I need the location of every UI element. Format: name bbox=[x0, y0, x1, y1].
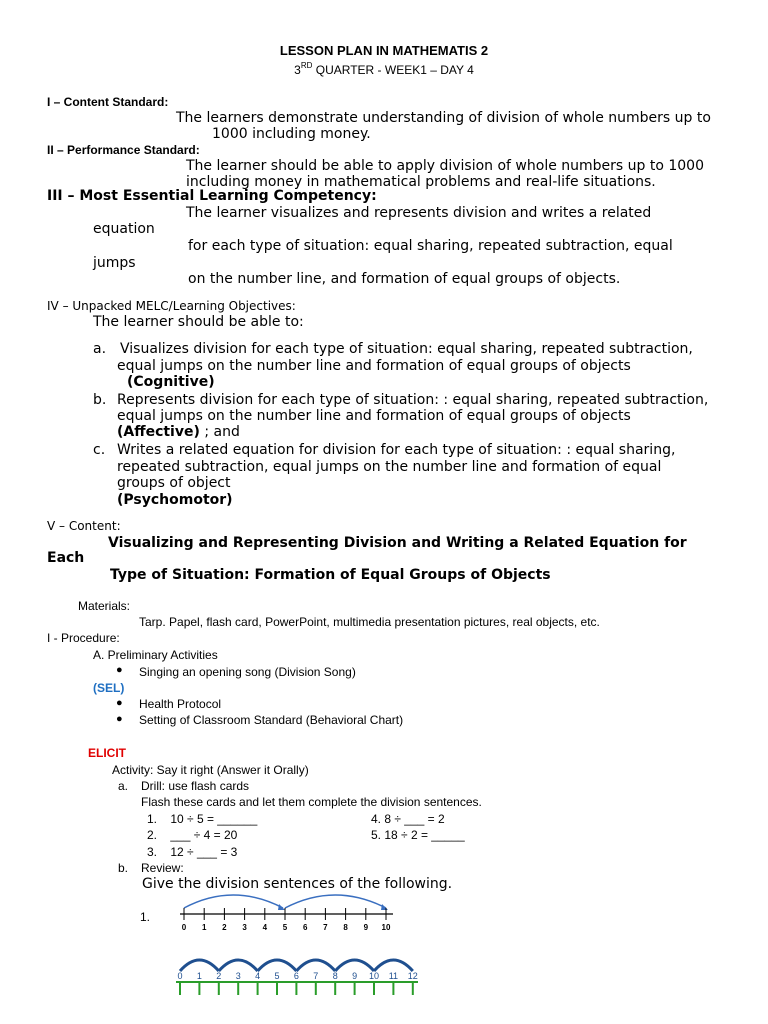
objective-c-line3: groups of object bbox=[117, 475, 231, 491]
materials-label: Materials: bbox=[78, 599, 131, 613]
performance-standard-label: II – Performance Standard: bbox=[47, 143, 200, 157]
elicit-activity: Activity: Say it right (Answer it Orally) bbox=[112, 763, 309, 777]
flash-item-2 bbox=[147, 828, 237, 842]
flash-item-5 bbox=[371, 828, 465, 842]
materials-text: Tarp. Papel, flash card, PowerPoint, multimedia presentation pictures, real objects, etc. bbox=[139, 615, 600, 629]
drill-marker: a. bbox=[118, 779, 129, 793]
number-line-figure-2 bbox=[170, 955, 425, 1000]
content-standard-line1: The learners demonstrate understanding of division of whole numbers up to bbox=[176, 110, 711, 126]
content-label: V – Content: bbox=[47, 519, 121, 533]
performance-standard-line1: The learner should be able to apply division of whole numbers up to 1000 bbox=[186, 158, 704, 174]
arrowhead-icon bbox=[278, 904, 285, 910]
sel-tag: (SEL) bbox=[93, 681, 125, 695]
tick-label: 8 bbox=[332, 971, 338, 981]
drill-instruction: Flash these cards and let them complete the division sentences. bbox=[141, 795, 482, 809]
competency-line1: The learner visualizes and represents division and writes a related bbox=[186, 205, 652, 221]
preliminary-activities: A. Preliminary Activities bbox=[93, 648, 218, 662]
objective-b-domain: (Affective) bbox=[117, 424, 200, 440]
tick-label: 0 bbox=[177, 971, 183, 981]
tick-label: 9 bbox=[352, 971, 358, 981]
jump-arc bbox=[180, 960, 219, 971]
jump-arc bbox=[296, 960, 335, 971]
objective-b-line2: equal jumps on the number line and formation of equal groups of objects bbox=[117, 408, 631, 424]
content-standard-line2: 1000 including money. bbox=[212, 126, 371, 142]
procedure-label: I - Procedure: bbox=[47, 631, 120, 645]
review-instruction: Give the division sentences of the following. bbox=[142, 876, 453, 892]
tick-label: 12 bbox=[407, 971, 418, 981]
tick-label: 3 bbox=[242, 923, 247, 932]
competency-line5: on the number line, and formation of equal groups of objects. bbox=[188, 271, 621, 287]
arrowhead-icon bbox=[381, 904, 388, 910]
jump-arc bbox=[184, 895, 283, 908]
item-number: 4. bbox=[371, 812, 382, 826]
jump-arc bbox=[285, 895, 386, 908]
elicit-tag: ELICIT bbox=[88, 746, 126, 760]
jump-arc bbox=[374, 960, 413, 971]
jump-arc bbox=[258, 960, 297, 971]
bullet-icon: ● bbox=[116, 713, 123, 725]
item-text: 8 ÷ ___ = 2 bbox=[384, 812, 445, 826]
tick-label: 5 bbox=[282, 923, 288, 932]
item-text: ___ ÷ 4 = 20 bbox=[170, 828, 238, 842]
competency-line3: for each type of situation: equal sharing, repeated subtraction, equal bbox=[188, 238, 673, 254]
item-text: 12 ÷ ___ = 3 bbox=[170, 845, 238, 859]
quarter-rest: QUARTER - WEEK1 – DAY 4 bbox=[312, 63, 474, 77]
flash-item-4 bbox=[371, 812, 445, 826]
tick-label: 1 bbox=[201, 923, 207, 932]
competency-line4: jumps bbox=[93, 255, 136, 271]
objective-a-marker: a. bbox=[93, 341, 107, 357]
objective-b-tail: ; and bbox=[199, 424, 240, 440]
competency-line2: equation bbox=[93, 221, 155, 237]
review-label: Review: bbox=[141, 861, 184, 875]
tick-label: 10 bbox=[381, 923, 391, 932]
number-line-2 bbox=[176, 960, 418, 995]
page-title: LESSON PLAN IN MATHEMATIS 2 bbox=[279, 43, 489, 58]
objectives-intro: The learner should be able to: bbox=[93, 314, 304, 330]
tick-label: 2 bbox=[216, 971, 222, 981]
tick-label: 8 bbox=[343, 923, 348, 932]
drill-label: Drill: use flash cards bbox=[141, 779, 250, 793]
jump-arc bbox=[335, 960, 374, 971]
tick-label: 3 bbox=[235, 971, 241, 981]
objective-b-marker: b. bbox=[93, 392, 107, 408]
objective-a-domain: (Cognitive) bbox=[127, 374, 215, 390]
tick-label: 2 bbox=[222, 923, 227, 932]
tick-label: 7 bbox=[313, 971, 319, 981]
quarter-number: 3 bbox=[294, 63, 301, 77]
item-text: 18 ÷ 2 = _____ bbox=[384, 828, 465, 842]
item-number: 2. bbox=[147, 828, 158, 842]
page-subtitle bbox=[0, 63, 768, 77]
figure-1-number: 1. bbox=[140, 910, 151, 924]
content-standard-label: I – Content Standard: bbox=[47, 95, 169, 109]
flash-item-1 bbox=[147, 812, 257, 826]
tick-label: 7 bbox=[323, 923, 328, 932]
item-number: 5. bbox=[371, 828, 382, 842]
content-title-line3: Type of Situation: Formation of Equal Groups of Objects bbox=[110, 567, 551, 583]
objective-b-line1: Represents division for each type of situation: : equal sharing, repeated subtraction, bbox=[117, 392, 709, 408]
objective-c-marker: c. bbox=[93, 442, 106, 458]
item-text: 10 ÷ 5 = ______ bbox=[170, 812, 258, 826]
tick-label: 9 bbox=[363, 923, 369, 932]
objective-c-domain: (Psychomotor) bbox=[117, 492, 233, 508]
item-number: 3. bbox=[147, 845, 158, 859]
number-line-1 bbox=[180, 895, 393, 932]
item-number: 1. bbox=[147, 812, 158, 826]
objective-b-domain-line bbox=[117, 424, 240, 440]
objective-a-line2: equal jumps on the number line and formation of equal groups of objects bbox=[117, 358, 631, 374]
tick-label: 11 bbox=[388, 971, 399, 981]
tick-label: 1 bbox=[196, 971, 202, 981]
tick-label: 10 bbox=[368, 971, 380, 981]
number-line-figure-1 bbox=[175, 890, 400, 935]
objective-a-line1: Visualizes division for each type of situation: equal sharing, repeated subtraction, bbox=[120, 341, 693, 357]
bullet-icon: ● bbox=[116, 664, 123, 676]
procedure-bullet-3: Setting of Classroom Standard (Behavioral Chart) bbox=[139, 713, 404, 727]
quarter-superscript: RD bbox=[300, 61, 313, 70]
tick-label: 4 bbox=[262, 923, 268, 932]
tick-label: 0 bbox=[181, 923, 187, 932]
tick-label: 5 bbox=[274, 971, 280, 981]
content-title-line1: Visualizing and Representing Division and Writing a Related Equation for bbox=[108, 535, 687, 551]
competency-label: III – Most Essential Learning Competency: bbox=[47, 188, 377, 204]
bullet-icon: ● bbox=[116, 697, 123, 709]
jump-arc bbox=[219, 960, 258, 971]
content-title-line2: Each bbox=[47, 550, 85, 566]
procedure-bullet-2: Health Protocol bbox=[139, 697, 222, 711]
flash-item-3 bbox=[147, 845, 237, 859]
performance-standard-line2: including money in mathematical problems and real-life situations. bbox=[186, 174, 656, 190]
objectives-label: IV – Unpacked MELC/Learning Objectives: bbox=[47, 299, 296, 313]
tick-label: 6 bbox=[302, 923, 308, 932]
objective-c-line1: Writes a related equation for division for each type of situation: : equal sharing, bbox=[117, 442, 676, 458]
objective-c-line2: repeated subtraction, equal jumps on the number line and formation of equal bbox=[117, 459, 662, 475]
procedure-bullet-1: Singing an opening song (Division Song) bbox=[139, 665, 356, 679]
tick-label: 6 bbox=[293, 971, 299, 981]
tick-label: 4 bbox=[255, 971, 261, 981]
review-marker: b. bbox=[118, 861, 129, 875]
